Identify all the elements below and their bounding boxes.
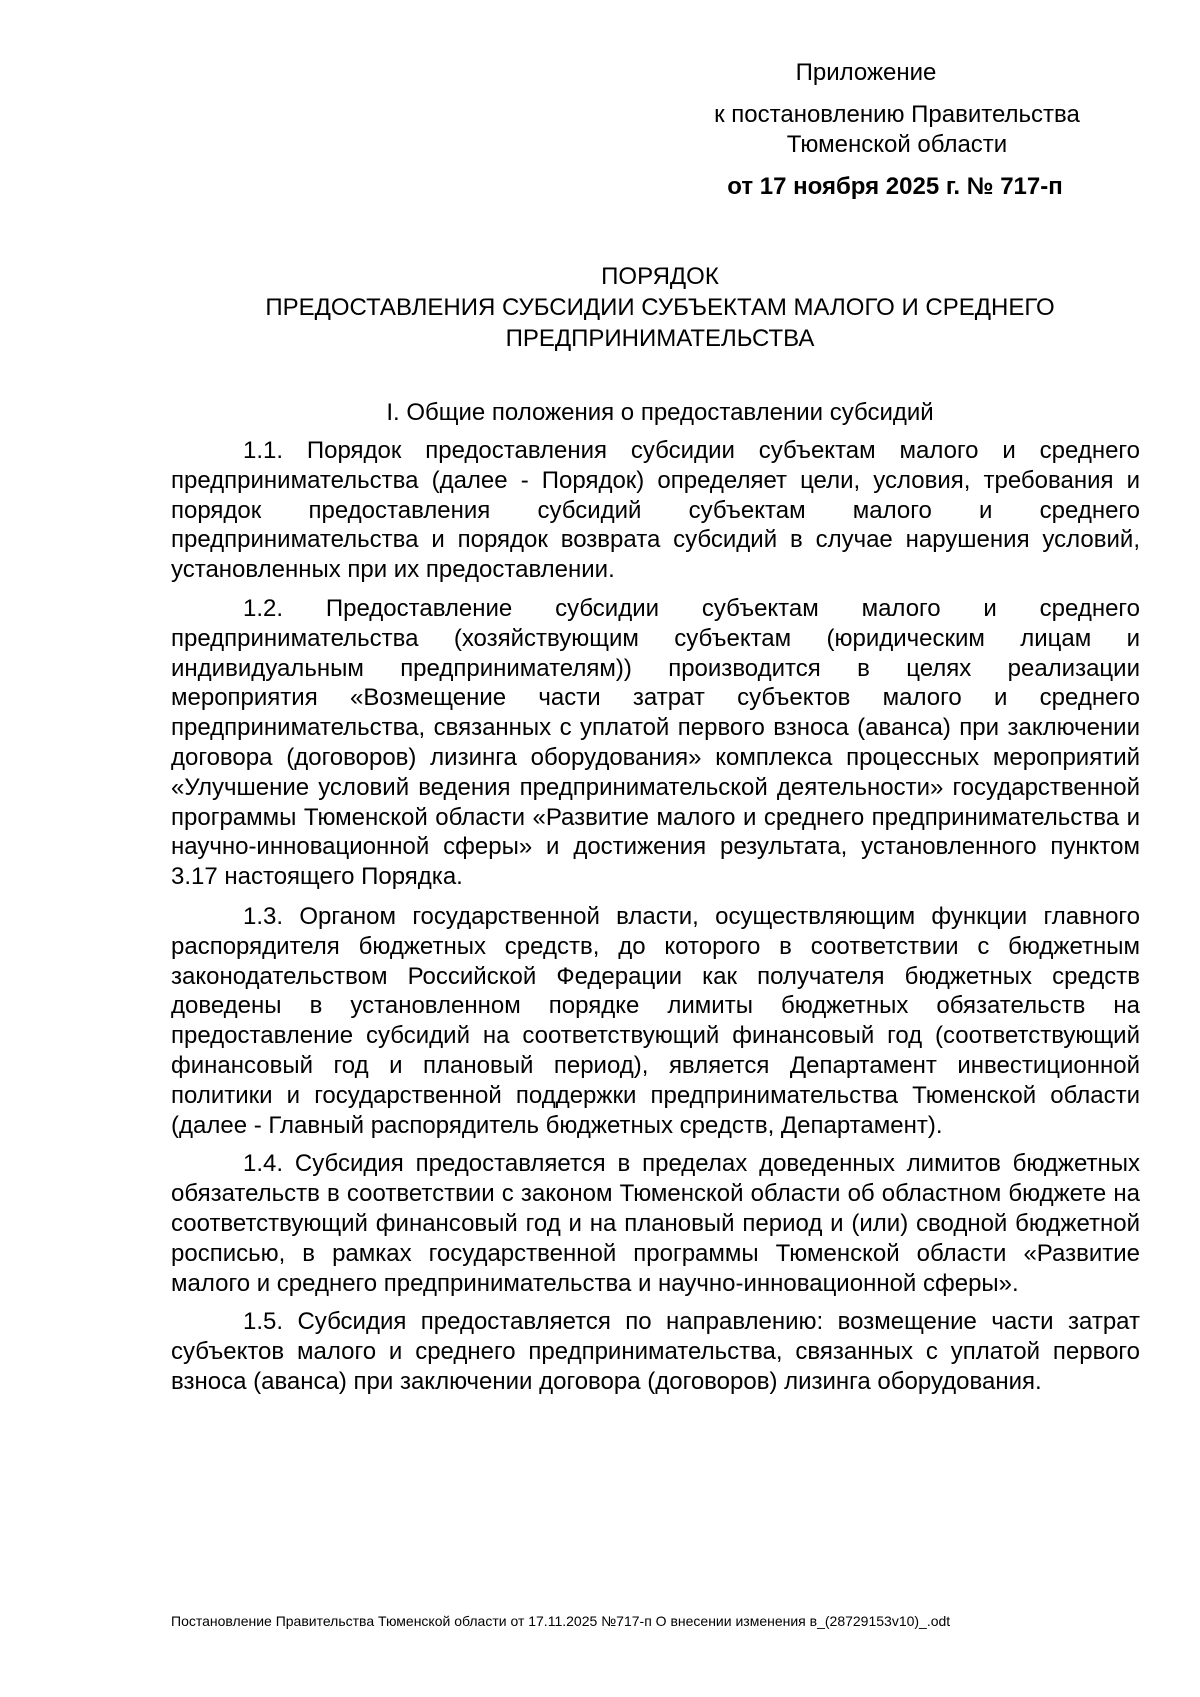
- title-line-1: ПОРЯДОК: [601, 263, 719, 290]
- paragraph-1-3: 1.3. Органом государственной власти, осуществляющим функции главного распорядителя бюджетных средств, до которого в соответствии с бюджетным законодательством Российской Федерации как получателя бюджетных средств доведены в установленном порядке лимиты бюджетных обязательств на предоставление субсидий на соответствующий финансовый год (соответствующий финансовый год и плановый период), является Департамент инвестиционной политики и государственной поддержки предпринимательства Тюменской области (далее - Главный распорядитель бюджетных средств, Департамент).: [171, 902, 1140, 1139]
- decree-date-number: от 17 ноября 2025 г. № 717-п: [727, 173, 1063, 200]
- paragraph-1-2: 1.2. Предоставление субсидии субъектам малого и среднего предпринимательства (хозяйствующим субъектам (юридическим лицам и индивидуальным предпринимателям)) производится в целях реализации мероприятия «Возмещение части затрат субъектов малого и среднего предпринимательства, связанных с уплатой первого взноса (аванса) при заключении договора (договоров) лизинга оборудования» комплекса процессных мероприятий «Улучшение условий ведения предпринимательской деятельности» государственной программы Тюменской области «Развитие малого и среднего предпринимательства и научно-инновационной сферы» и достижения результата, установленного пунктом 3.17 настоящего Порядка.: [171, 594, 1140, 891]
- appendix-header: [660, 58, 1130, 202]
- section-heading: I. Общие положения о предоставлении субсидий: [386, 399, 934, 426]
- paragraph-1-5: 1.5. Субсидия предоставляется по направлению: возмещение части затрат субъектов малого и среднего предпринимательства, связанных с уплатой первого взноса (аванса) при заключении договора (договоров) лизинга оборудования.: [171, 1308, 1140, 1395]
- title-line-2: ПРЕДОСТАВЛЕНИЯ СУБСИДИИ СУБЪЕКТАМ МАЛОГО И СРЕДНЕГО: [265, 294, 1055, 321]
- document-title: [170, 261, 1150, 354]
- title-line-3: ПРЕДПРИНИМАТЕЛЬСТВА: [505, 325, 815, 352]
- document-body: [171, 436, 1140, 1406]
- paragraph-1-4: 1.4. Субсидия предоставляется в пределах доведенных лимитов бюджетных обязательств в соответствии с законом Тюменской области об областном бюджете на соответствующий финансовый год и на плановый период и (или) сводной бюджетной росписью, в рамках государственной программы Тюменской области «Развитие малого и среднего предпринимательства и научно-инновационной сферы».: [171, 1150, 1140, 1297]
- paragraph-1-1: 1.1. Порядок предоставления субсидии субъектам малого и среднего предпринимательства (далее - Порядок) определяет цели, условия, требования и порядок предоставления субсидий субъектам малого и среднего предпринимательства и порядок возврата субсидий в случае нарушения условий, установленных при их предоставлении.: [171, 437, 1140, 584]
- decree-reference: к постановлению Правительства: [714, 101, 1080, 128]
- page-footer: Постановление Правительства Тюменской области от 17.11.2025 №717-п О внесении изменения в_(28729153v10)_.odt: [171, 1613, 951, 1629]
- appendix-label: Приложение: [795, 59, 937, 86]
- region-name: Тюменской области: [786, 131, 1008, 158]
